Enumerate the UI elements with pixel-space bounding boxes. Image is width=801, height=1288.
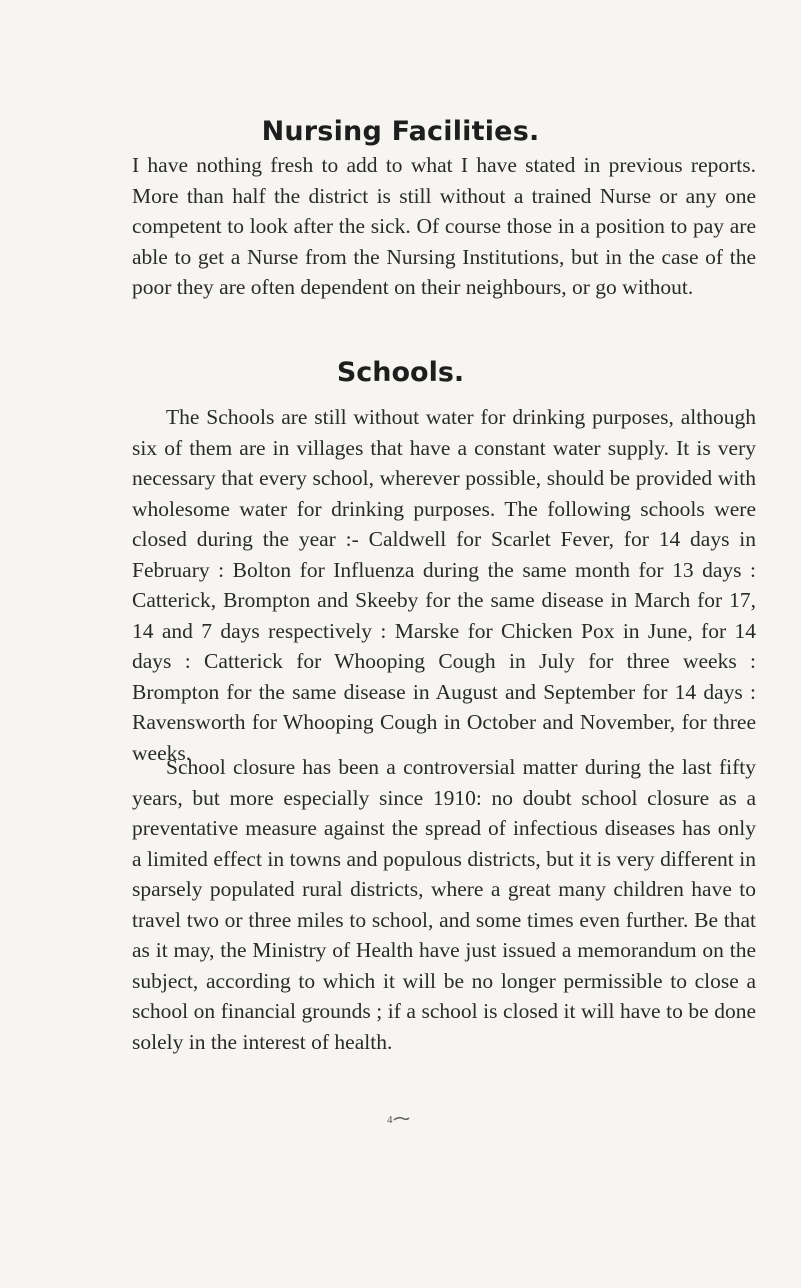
page-number-text: 4 [387, 1114, 393, 1125]
paragraph-schools-closures: The Schools are still without water for drinking purposes, although six of them are in villages that have a constant water supply. It is very necessary that every school, wherever possible, should be provided with wholesome water for drinking purposes. The following schools were closed during the year :- Caldwell for Scarlet Fever, for 14 days in February : Bolton for Influenza during the same month for 13 days : Catterick, Brompton and Skeeby for the same disease in March for 17, 14 and 7 days respectively : Marske for Chicken Pox in June, for 14 days : Catterick for Whooping Cough in July for three weeks : Brompton for the same disease in August and September for 14 days : Ravensworth for Whooping Cough in October and November, for three weeks. [132, 405, 756, 765]
paragraph-nursing: I have nothing fresh to add to what I have stated in previous reports. More than half the district is still without a trained Nurse or any one competent to look after the sick. Of course those in a position to pay are able to get a Nurse from the Nursing Institutions, but in the case of the poor they are often dependent on their neighbours, or go without. [132, 153, 756, 299]
page-number-mark [387, 1113, 411, 1125]
ink-smudge-mark [394, 1118, 409, 1120]
heading-schools: Schools. [336, 357, 465, 388]
heading-nursing-facilities: Nursing Facilities. [261, 116, 540, 147]
paragraph-school-closure-policy: School closure has been a controversial matter during the last fifty years, but more especially since 1910: no doubt school closure as a preventative measure against the spread of infectious diseases has only a limited effect in towns and populous districts, but it is very different in sparsely populated rural districts, where a great many children have to travel two or three miles to school, and some times even further. Be that as it may, the Ministry of Health have just issued a memorandum on the subject, according to which it will be no longer permissible to close a school on financial grounds ; if a school is closed it will have to be done solely in the interest of health. [132, 755, 756, 1054]
